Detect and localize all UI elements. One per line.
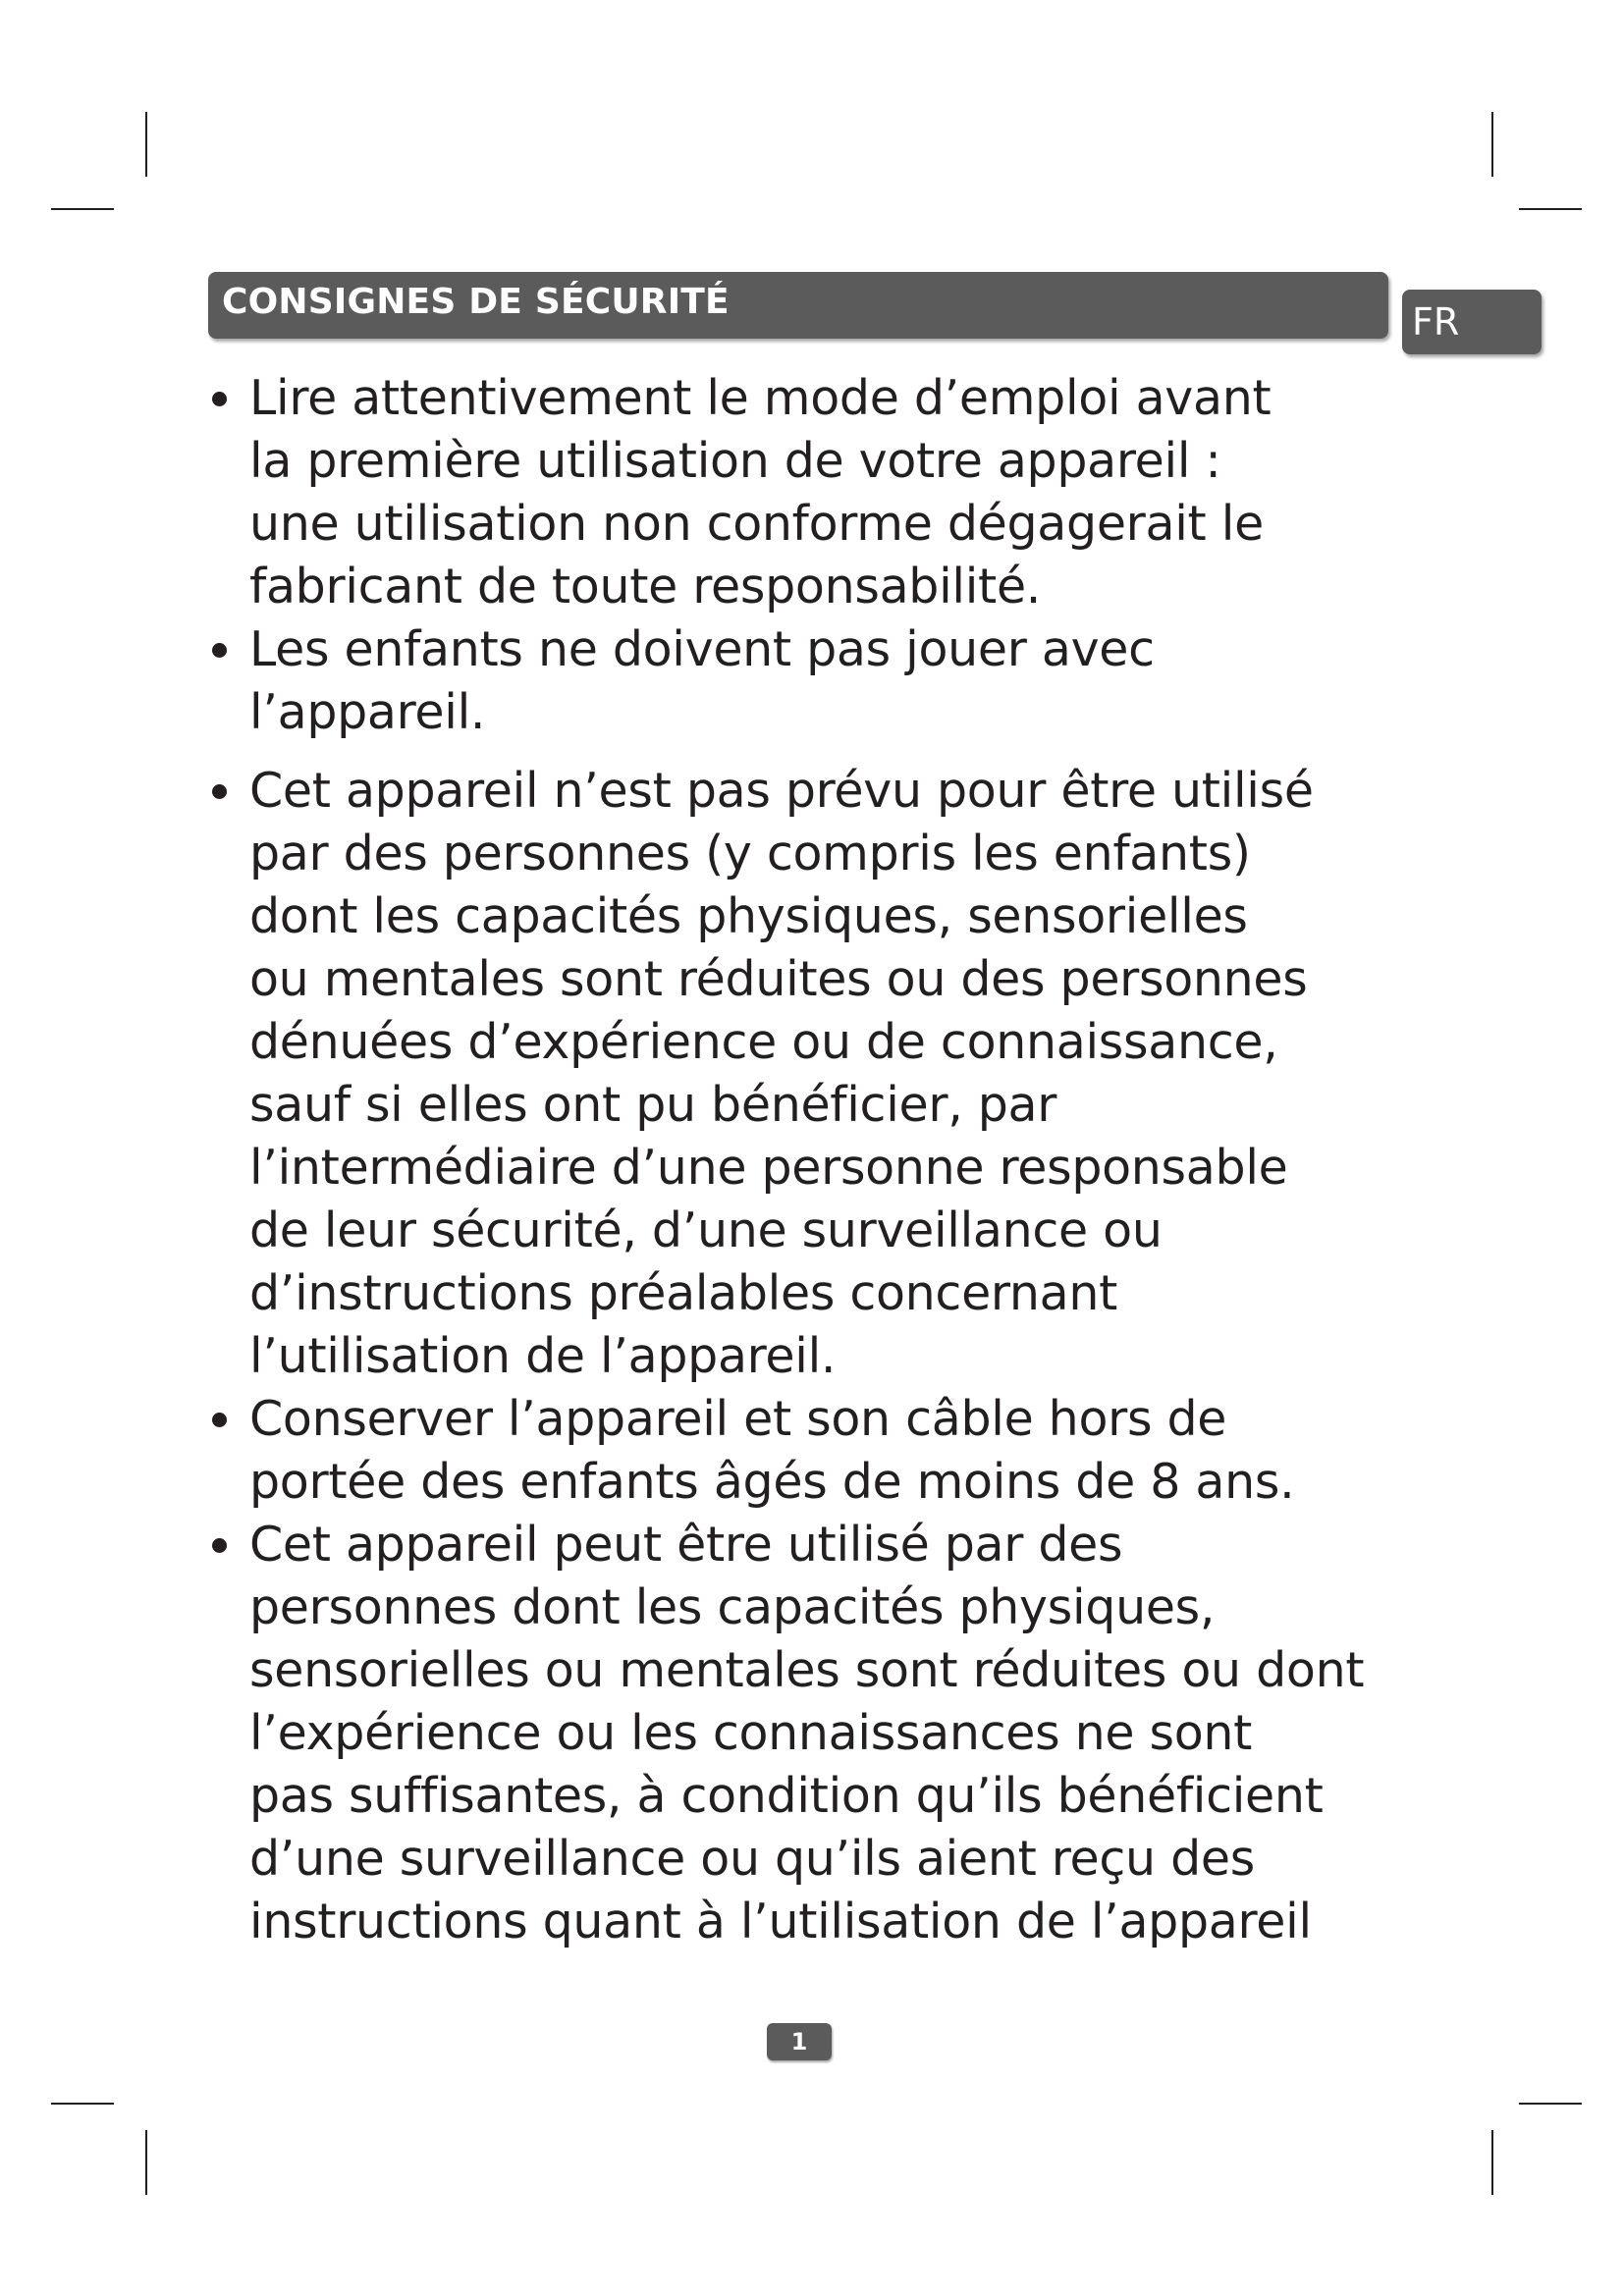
instruction-line: portée des enfants âgés de moins de 8 ans.: [249, 1454, 1295, 1510]
bullet-dot: [212, 392, 227, 406]
page-number: 1: [790, 2028, 808, 2056]
instruction-line: Les enfants ne doivent pas jouer avec: [249, 621, 1155, 677]
crop-mark-top-right-vertical: [1491, 112, 1493, 177]
crop-mark-top-right-horizontal: [1519, 208, 1582, 210]
instruction-line: personnes dont les capacités physiques,: [249, 1579, 1216, 1635]
bullet-dot: [212, 1538, 227, 1553]
section-header-bar: [208, 272, 1388, 339]
instruction-item-read-manual: [208, 367, 1386, 618]
instruction-item-children-play: [208, 618, 1386, 744]
instruction-line: d’instructions préalables concernant: [249, 1265, 1118, 1321]
instruction-line: sensorielles ou mentales sont réduites ou dont: [249, 1642, 1365, 1698]
bullet-dot: [212, 1413, 227, 1427]
instruction-line: l’expérience ou les connaissances ne sont: [249, 1705, 1253, 1761]
instruction-line: Conserver l’appareil et son câble hors de: [249, 1391, 1227, 1447]
section-title: CONSIGNES DE SÉCURITÉ: [222, 282, 730, 322]
instruction-line: la première utilisation de votre appareil :: [249, 433, 1221, 489]
instruction-line: dénuées d’expérience ou de connaissance,: [249, 1014, 1278, 1070]
instruction-line: l’intermédiaire d’une personne responsable: [249, 1140, 1288, 1196]
instruction-line: Cet appareil n’est pas prévu pour être utilisé: [249, 763, 1314, 819]
instruction-line: l’utilisation de l’appareil.: [249, 1328, 837, 1384]
instruction-line: par des personnes (y compris les enfants): [249, 826, 1251, 881]
instruction-line: dont les capacités physiques, sensorielles: [249, 888, 1248, 944]
language-tab: [1402, 290, 1542, 354]
instruction-line: Cet appareil peut être utilisé par des: [249, 1517, 1123, 1573]
crop-mark-bottom-left-vertical: [145, 2130, 147, 2195]
crop-mark-bottom-right-vertical: [1491, 2130, 1493, 2195]
crop-mark-top-left-vertical: [145, 112, 147, 177]
safety-instructions: [208, 367, 1386, 1953]
instruction-line: instructions quant à l’utilisation de l’appareil: [249, 1894, 1312, 1949]
instruction-line: fabricant de toute responsabilité.: [249, 559, 1042, 614]
crop-mark-bottom-right-horizontal: [1519, 2103, 1582, 2105]
instruction-item-reduced-capacities: [208, 760, 1386, 1388]
instruction-line: ou mentales sont réduites ou des personnes: [249, 951, 1308, 1007]
instruction-line: l’appareil.: [249, 684, 486, 740]
crop-mark-bottom-left-horizontal: [51, 2103, 114, 2105]
language-label: FR: [1412, 300, 1460, 344]
instruction-line: sauf si elles ont pu bénéficier, par: [249, 1077, 1057, 1133]
instruction-line: une utilisation non conforme dégagerait le: [249, 496, 1264, 552]
instruction-line: pas suffisantes, à condition qu’ils bénéficient: [249, 1768, 1324, 1824]
instruction-line: de leur sécurité, d’une surveillance ou: [249, 1202, 1163, 1258]
instruction-line: d’une surveillance ou qu’ils aient reçu des: [249, 1831, 1255, 1887]
instruction-list: [208, 367, 1386, 1953]
crop-mark-top-left-horizontal: [51, 208, 114, 210]
page-number-tab: [767, 2023, 832, 2060]
instruction-line: Lire attentivement le mode d’emploi avant: [249, 370, 1272, 426]
instruction-item-supervised-use: [208, 1514, 1386, 1953]
bullet-dot: [212, 643, 227, 658]
bullet-dot: [212, 784, 227, 799]
instruction-item-keep-out-of-reach: [208, 1388, 1386, 1514]
